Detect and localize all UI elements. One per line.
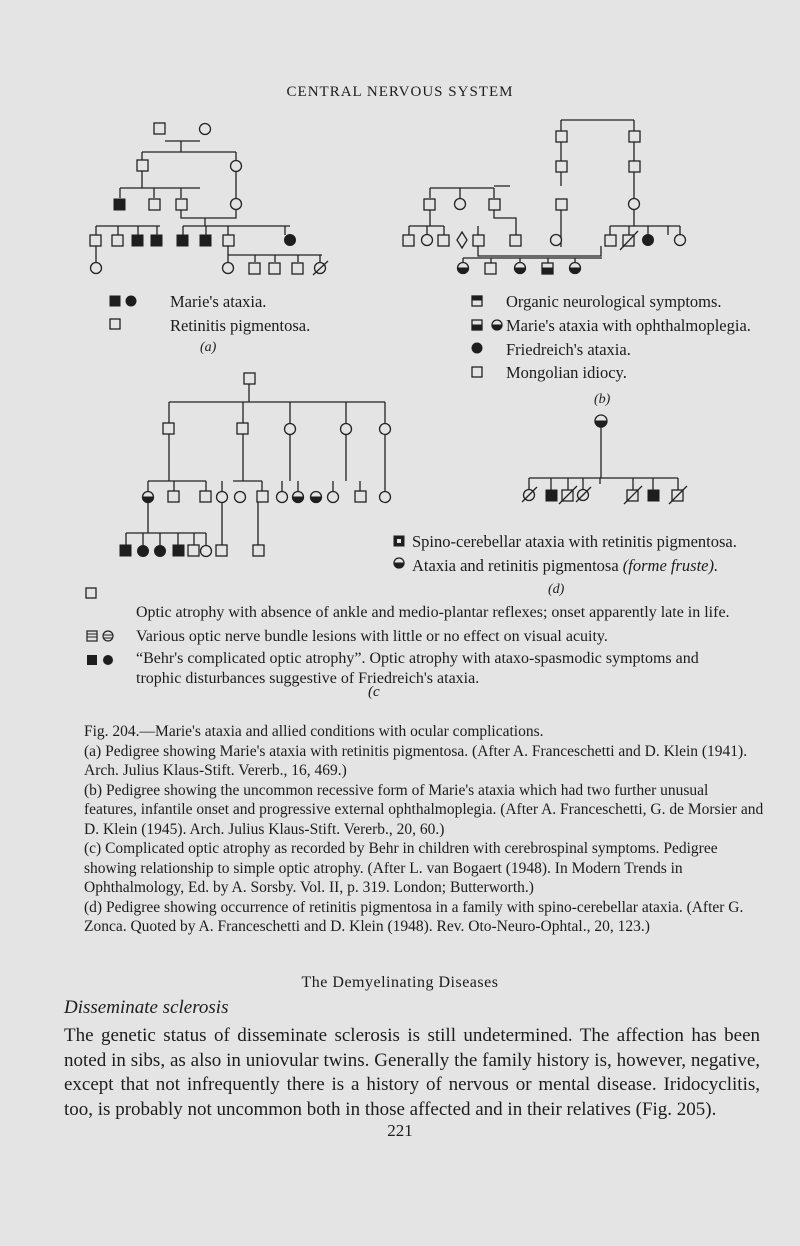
panel-d-label: (d)	[548, 582, 565, 597]
running-head: CENTRAL NERVOUS SYSTEM	[286, 84, 514, 100]
legend-b-friedreich: Friedreich's ataxia.	[506, 340, 631, 359]
caption-item-a: (a) Pedigree showing Marie's ataxia with retinitis pigmentosa. (After A. Franceschetti and D. Klein (1941). Arch. Julius Klaus-Stift. Vererb., 16, 469.)	[84, 742, 748, 779]
section-subheading: Disseminate sclerosis	[64, 997, 229, 1018]
striped-square-and-circle-icon	[86, 628, 126, 646]
pedigree-a	[90, 123, 328, 275]
legend-c-nerve-bundle: Various optic nerve bundle lesions with little or no effect on visual acuity.	[136, 628, 608, 645]
pedigree-b	[403, 120, 686, 274]
panel-c-label: (c	[368, 684, 380, 700]
pedigree-d	[522, 415, 687, 504]
legend-d-spino-cerebellar: Spino-cerebellar ataxia with retinitis pigmentosa.	[412, 532, 737, 551]
legend-c-sym-3	[86, 652, 126, 675]
caption-item-d: (d) Pedigree showing occurrence of retinitis pigmentosa in a family with spino-cerebellar ataxia. (After G. Zonca. Quoted by A. Franceschetti and D. Klein (1948). Rev. Oto-Neuro-Ophtal., 20, 123.)	[84, 898, 744, 935]
caption-item-b: (b) Pedigree showing the uncommon recessive form of Marie's ataxia which had two further unusual features, infantile onset and progressive external ophthalmoplegia. (After A. Franceschetti, G. de Morsier and D. Klein (1945). Arch. Julius Klaus-Stift. Vererb., 20, 60.)	[84, 781, 764, 838]
figure-caption	[84, 722, 764, 937]
caption-item-c: (c) Complicated optic atrophy as recorded by Behr in children with cerebrospinal symptoms. Pedigree showing relationship to simple optic atrophy. (After L. van Bogaert (1948). In Modern Trends in Ophthalmology, Ed. by A. Sorsby. Vol. II, p. 319. London; Butterworth.)	[84, 840, 718, 896]
legend-b-ophthalmoplegia: Marie's ataxia with ophthalmoplegia.	[506, 316, 751, 335]
legend-c-behr: “Behr's complicated optic atrophy”. Optic atrophy with ataxo-spasmodic symptoms and	[136, 650, 699, 667]
legend-d-forme-fruste-text: Ataxia and retinitis pigmentosa	[412, 556, 623, 575]
body-paragraph: The genetic status of disseminate sclerosis is still undetermined. The affection has been noted in sibs, as also in uniovular twins. Generally the family history is, however, negative, except that not infrequently there is a history of nervous or mental disease. Iridocyclitis, too, is probably not uncommon both in those affected and in their relatives (Fig. 205).	[64, 1025, 760, 1120]
panel-a-label: (a)	[200, 340, 217, 355]
legend-d-forme-fruste-italic: (forme fruste).	[622, 556, 719, 575]
section-heading: The Demyelinating Diseases	[301, 974, 499, 991]
caption-title: Fig. 204.—Marie's ataxia and allied conditions with ocular complications.	[84, 723, 544, 740]
legend-c-sym-2	[86, 628, 126, 651]
legend-b-organic: Organic neurological symptoms.	[506, 292, 722, 311]
panel-b-label: (b)	[594, 392, 611, 407]
filled-square-and-circle-icon	[86, 652, 126, 670]
pedigree-c	[120, 373, 391, 557]
page-number: 221	[387, 1121, 413, 1140]
legend-c-trophic: trophic disturbances suggestive of Friedreich's ataxia.	[136, 670, 480, 687]
legend-a-retinitis: Retinitis pigmentosa.	[170, 316, 311, 335]
legend-b-mongolian: Mongolian idiocy.	[506, 363, 627, 382]
legend-c-optic-atrophy: Optic atrophy with absence of ankle and medio-plantar reflexes; onset apparently late in life.	[136, 604, 730, 621]
legend-a-marie-ataxia: Marie's ataxia.	[170, 292, 267, 311]
legend-d-forme-fruste	[412, 556, 718, 576]
